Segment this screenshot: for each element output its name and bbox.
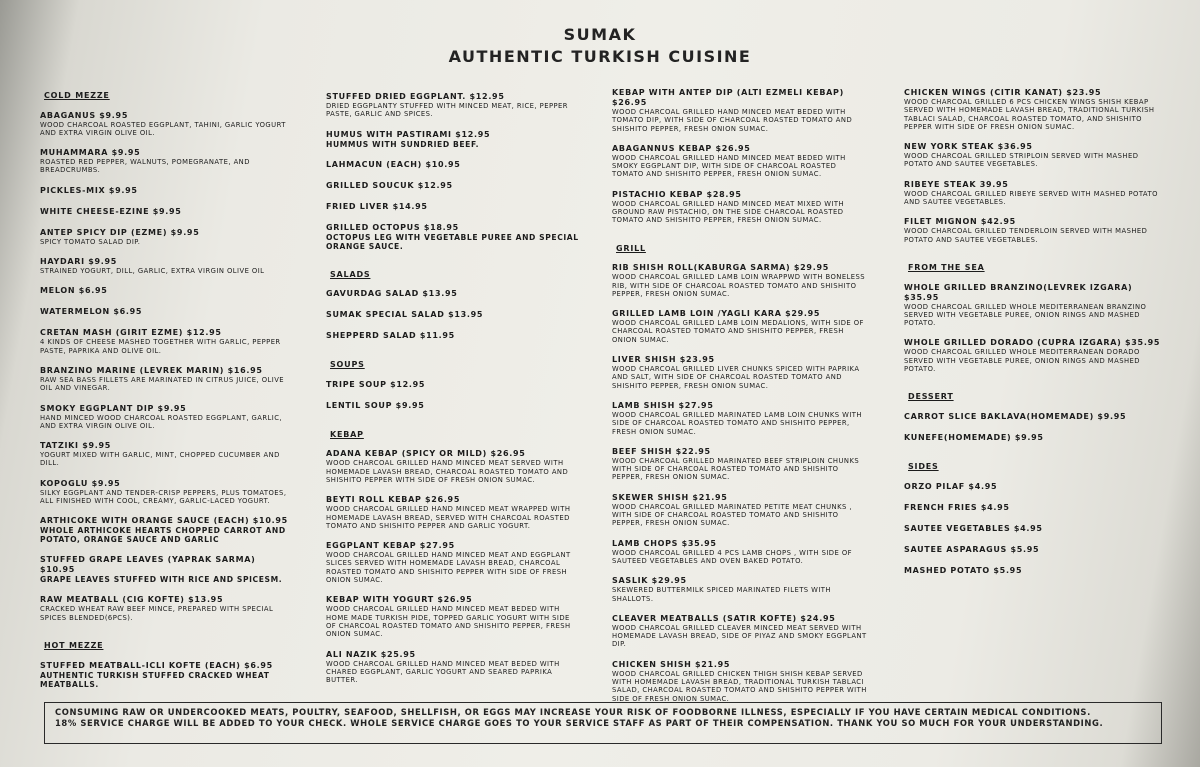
menu-item-name: ARTHICOKE WITH ORANGE SAUCE (EACH) $10.95 bbox=[40, 516, 288, 526]
menu-item bbox=[904, 142, 1164, 169]
menu-item bbox=[40, 516, 290, 544]
menu-item-description: WOOD CHARCOAL GRILLED HAND MINCED MEAT BEDED WITH TOMATO DIP, WITH SIDE OF CHARCOAL ROASTED TOMATO AND SHISHITO PEPPER, FRESH ONION SUMAC. bbox=[612, 108, 853, 133]
menu-item bbox=[904, 412, 1164, 422]
menu-item-name: CLEAVER MEATBALLS (SATIR KOFTE) $24.95 bbox=[612, 613, 836, 623]
menu-item-name: ABAGANNUS KEBAP $26.95 bbox=[612, 143, 751, 153]
menu-item-description: WOOD CHARCOAL GRILLED CHICKEN THIGH SHISH KEBAP SERVED WITH HOMEMADE LAVASH BREAD, TRADITIONAL TURKISH TABLACI SALAD, CHARCOAL ROASTED TOMATO AND SHISHITO PEPPER WITH SIDE OF FRESH ONION SUMAC. bbox=[612, 669, 867, 703]
menu-item bbox=[326, 160, 581, 170]
menu-item bbox=[40, 228, 290, 246]
menu-item-description: WOOD CHARCOAL GRILLED HAND MINCED MEAT BEDED WITH SMOKY EGGPLANT DIP, WITH SIDE OF CHARCOAL ROASTED TOMATO AND SHISHITO PEPPER, FRESH ONION SUMAC. bbox=[612, 153, 846, 179]
menu-item-name: KEBAP WITH ANTEP DIP (ALTI EZMELI KEBAP) $26.95 bbox=[612, 88, 844, 107]
menu-item bbox=[612, 88, 867, 133]
menu-item bbox=[904, 180, 1164, 207]
menu-item-description: WOOD CHARCOAL GRILLED RIBEYE SERVED WITH MASHED POTATO AND SAUTEE VEGETABLES. bbox=[904, 189, 1158, 207]
menu-section bbox=[904, 463, 1164, 576]
menu-item-description: STRAINED YOGURT, DILL, GARLIC, EXTRA VIRGIN OLIVE OIL bbox=[40, 267, 265, 276]
menu-item bbox=[612, 309, 867, 344]
menu-item-name: RIBEYE STEAK 39.95 bbox=[904, 179, 1009, 189]
menu-item-description: OCTOPUS LEG WITH VEGETABLE PUREE AND SPECIAL ORANGE SAUCE. bbox=[326, 232, 579, 251]
menu-item-name: CHICKEN SHISH $21.95 bbox=[612, 659, 731, 669]
menu-item-name: LAMB SHISH $27.95 bbox=[612, 400, 714, 410]
menu-item bbox=[40, 286, 290, 296]
menu-item-description: WOOD CHARCOAL GRILLED MARINATED PETITE MEAT CHUNKS , WITH SIDE OF CHARCOAL ROASTED TOMATO AND SHISHITO PEPPER, FRESH ONION SUMAC. bbox=[612, 502, 852, 528]
section-title: FROM THE SEA bbox=[908, 262, 985, 272]
menu-item bbox=[904, 433, 1164, 443]
menu-section bbox=[904, 264, 1164, 373]
menu-item bbox=[612, 401, 867, 436]
menu-item-name: LAMB CHOPS $35.95 bbox=[612, 538, 717, 548]
menu-item bbox=[612, 539, 867, 566]
menu-item-description: DRIED EGGPLANTY STUFFED WITH MINCED MEAT, RICE, PEPPER PASTE, GARLIC AND SPICES. bbox=[326, 102, 568, 119]
menu-item-name: SUMAK SPECIAL SALAD $13.95 bbox=[326, 310, 484, 320]
menu-item-name: SASLIK $29.95 bbox=[612, 576, 687, 586]
menu-item bbox=[904, 503, 1164, 513]
menu-item-name: PISTACHIO KEBAP $28.95 bbox=[612, 189, 742, 199]
menu-section bbox=[326, 431, 581, 685]
menu-item-name: KOPOGLU $9.95 bbox=[40, 478, 121, 488]
menu-item-name: MUHAMMARA $9.95 bbox=[40, 148, 141, 158]
menu-item bbox=[40, 595, 290, 622]
menu-item bbox=[326, 495, 581, 530]
menu-section bbox=[904, 88, 1164, 244]
menu-item-description: AUTHENTIC TURKISH STUFFED CRACKED WHEAT MEATBALLS. bbox=[40, 670, 270, 689]
menu-item-name: BEEF SHISH $22.95 bbox=[612, 446, 711, 456]
menu-section bbox=[326, 271, 581, 342]
menu-item bbox=[904, 283, 1164, 328]
menu-item bbox=[40, 111, 290, 138]
menu-item-name: MELON $6.95 bbox=[40, 286, 108, 296]
menu-item-name: GRILLED SOUCUK $12.95 bbox=[326, 180, 453, 190]
menu-item-name: SHEPPERD SALAD $11.95 bbox=[326, 331, 455, 341]
menu-item bbox=[326, 595, 581, 638]
menu-item bbox=[40, 207, 290, 217]
menu-item bbox=[612, 263, 867, 298]
menu-item bbox=[40, 404, 290, 431]
menu-item-name: WHOLE GRILLED BRANZINO(LEVREK IZGARA) $35.95 bbox=[904, 282, 1133, 302]
menu-item-name: NEW YORK STEAK $36.95 bbox=[904, 142, 1033, 152]
menu-item-name: WHOLE GRILLED DORADO (CUPRA IZGARA) $35.95 bbox=[904, 338, 1161, 348]
menu-item-name: LIVER SHISH $23.95 bbox=[612, 355, 715, 365]
menu-item-description: CRACKED WHEAT RAW BEEF MINCE, PREPARED WITH SPECIAL SPICES BLENDED(6PCS). bbox=[40, 605, 274, 622]
menu-item-name: SKEWER SHISH $21.95 bbox=[612, 492, 728, 502]
menu-item bbox=[40, 328, 290, 355]
menu-item bbox=[326, 181, 581, 191]
menu-item-description: 4 KINDS OF CHEESE MASHED TOGETHER WITH GARLIC, PEPPER PASTE, PAPRIKA AND OLIVE OIL. bbox=[40, 338, 281, 355]
menu-item-description: WOOD CHARCOAL GRILLED HAND MINCED MEAT BEDED WITH CHARED EGGPLANT, GARLIC YOGURT AND SEARED PAPRIKA BUTTER. bbox=[326, 659, 560, 685]
menu-item-description: SILKY EGGPLANT AND TENDER-CRISP PEPPERS, PLUS TOMATOES, ALL FINISHED WITH COOL, CREAMY, GARLIC-LACED YOGURT. bbox=[40, 488, 287, 506]
menu-item-description: WOOD CHARCOAL GRILLED LAMB LOIN MEDALIONS, WITH SIDE OF CHARCOAL ROASTED TOMATO AND SHISHITO PEPPER, FRESH ONION SUMAC. bbox=[612, 319, 864, 344]
menu-item-name: RIB SHISH ROLL(KABURGA SARMA) $29.95 bbox=[612, 263, 829, 273]
menu-item bbox=[612, 144, 867, 179]
menu-item bbox=[326, 289, 581, 299]
menu-item-description: HAND MINCED WOOD CHARCOAL ROASTED EGGPLANT, GARLIC, AND EXTRA VIRGIN OLIVE OIL. bbox=[40, 413, 283, 430]
menu-item-name: WATERMELON $6.95 bbox=[40, 307, 143, 317]
menu-item bbox=[904, 524, 1164, 534]
footer-line-2: 18% SERVICE CHARGE WILL BE ADDED TO YOUR CHECK. WHOLE SERVICE CHARGE GOES TO YOUR SERVICE STAFF AS PART OF THEIR COMPENSATION. THANK YOU SO MUCH FOR YOUR UNDERSTANDING. bbox=[55, 718, 1104, 728]
menu-item-name: GAVURDAG SALAD $13.95 bbox=[326, 289, 458, 299]
menu-header bbox=[0, 24, 1200, 68]
menu-item-name: RAW MEATBALL (CIG KOFTE) $13.95 bbox=[40, 595, 224, 605]
menu-item-name: CRETAN MASH (GIRIT EZME) $12.95 bbox=[40, 328, 222, 338]
footer-notice bbox=[44, 702, 1162, 744]
menu-item-description: WOOD CHARCOAL GRILLED HAND MINCED MEAT MIXED WITH GROUND RAW PISTACHIO, ON THE SIDE CHARCOAL ROASTED TOMATO AND SHISHITO PEPPER, FRESH ONION SUMAC. bbox=[612, 199, 845, 225]
menu-item-name: FRENCH FRIES $4.95 bbox=[904, 502, 1010, 512]
menu-item-name: FILET MIGNON $42.95 bbox=[904, 217, 1016, 227]
menu-item-description: GRAPE LEAVES STUFFED WITH RICE AND SPICESM. bbox=[40, 575, 283, 585]
menu-item bbox=[326, 449, 581, 484]
menu-section bbox=[40, 92, 290, 622]
menu-item bbox=[612, 190, 867, 225]
menu-item-name: STUFFED MEATBALL-ICLI KOFTE (EACH) $6.95 bbox=[40, 660, 273, 670]
menu-item-description: WOOD CHARCOAL GRILLED 4 PCS LAMB CHOPS , WITH SIDE OF SAUTEED VEGETABLES AND OVEN BAKED POTATO. bbox=[612, 548, 852, 565]
menu-section bbox=[904, 393, 1164, 443]
menu-item-description: WOOD CHARCOAL GRILLED HAND MINCED MEAT SERVED WITH HOMEMADE LAVASH BREAD, CHARCOAL ROASTED TOMATO AND SHISHITO PEPPER WITH SIDE OF FRESH ONION SUMAC. bbox=[326, 459, 569, 484]
menu-item-name: ORZO PILAF $4.95 bbox=[904, 481, 998, 491]
menu-section bbox=[326, 92, 581, 251]
menu-item bbox=[326, 331, 581, 341]
menu-item-description: WOOD CHARCOAL GRILLED TENDERLOIN SERVED WITH MASHED POTATO AND SAUTEE VEGETABLES. bbox=[904, 227, 1148, 244]
menu-item bbox=[904, 566, 1164, 576]
menu-item-description: YOGURT MIXED WITH GARLIC, MINT, CHOPPED CUCUMBER AND DILL. bbox=[40, 451, 280, 468]
menu-item-description: WOOD CHARCOAL GRILLED HAND MINCED MEAT WRAPPED WITH HOMEMADE LAVASH BREAD, SERVED WITH CHARCOAL ROASTED TOMATO AND SHISHITO PEPPER AND GARLIC YOGURT. bbox=[326, 505, 571, 530]
menu-column-2 bbox=[326, 92, 581, 695]
restaurant-subtitle: AUTHENTIC TURKISH CUISINE bbox=[448, 47, 752, 66]
menu-item-name: SAUTEE VEGETABLES $4.95 bbox=[904, 523, 1043, 533]
menu-item bbox=[40, 257, 290, 275]
menu-item bbox=[326, 401, 581, 411]
menu-item bbox=[326, 202, 581, 212]
menu-item-name: LAHMACUN (EACH) $10.95 bbox=[326, 159, 461, 169]
menu-item bbox=[40, 148, 290, 175]
menu-item bbox=[40, 307, 290, 317]
menu-item-description: RAW SEA BASS FILLETS ARE MARINATED IN CITRUS JUICE, OLIVE OIL AND VINEGAR. bbox=[40, 375, 285, 393]
menu-item-description: SPICY TOMATO SALAD DIP. bbox=[40, 237, 141, 246]
menu-item-name: CARROT SLICE BAKLAVA(HOMEMADE) $9.95 bbox=[904, 411, 1127, 421]
section-title: HOT MEZZE bbox=[44, 640, 104, 650]
section-title: SALADS bbox=[330, 269, 371, 279]
menu-item bbox=[326, 223, 581, 251]
menu-item-name: KUNEFE(HOMEMADE) $9.95 bbox=[904, 432, 1044, 442]
menu-item-name: SMOKY EGGPLANT DIP $9.95 bbox=[40, 403, 187, 413]
menu-item-description: WOOD CHARCOAL GRILLED STRIPLOIN SERVED WITH MASHED POTATO AND SAUTEE VEGETABLES. bbox=[904, 152, 1139, 169]
menu-item-description: WOOD CHARCOAL GRILLED CLEAVER MINCED MEAT SERVED WITH HOMEMADE LAVASH BREAD, SIDE OF PIYAZ AND SMOKY EGGPLANT DIP. bbox=[612, 623, 867, 649]
menu-item-name: ADANA KEBAP (SPICY OR MILD) $26.95 bbox=[326, 449, 526, 459]
menu-item-name: MASHED POTATO $5.95 bbox=[904, 565, 1023, 575]
menu-item-description: WOOD CHARCOAL GRILLED LAMB LOIN WRAPPWD WITH BONELESS RIB, WITH SIDE OF CHARCOAL ROASTED TOMATO AND SHISHITO PEPPER, FRESH ONION SUMAC. bbox=[612, 273, 866, 298]
menu-item bbox=[612, 493, 867, 528]
menu-item-name: STUFFED GRAPE LEAVES (YAPRAK SARMA) $10.95 bbox=[40, 555, 256, 575]
menu-item bbox=[326, 310, 581, 320]
menu-item-description: WOOD CHARCOAL GRILLED HAND MINCED MEAT BEDED WITH HOME MADE TURKISH PIDE, TOPPED GARLIC YOGURT WITH SIDE OF CHARCOAL ROASTED TOMATO AND SHISHITO PEPPER, FRESH ONION SUMAC. bbox=[326, 605, 571, 639]
menu-item bbox=[326, 380, 581, 390]
menu-item bbox=[612, 447, 867, 482]
menu-item bbox=[326, 130, 581, 149]
menu-item-name: STUFFED DRIED EGGPLANT. $12.95 bbox=[326, 92, 505, 101]
section-title: SOUPS bbox=[330, 360, 365, 370]
menu-item-name: WHITE CHEESE-EZINE $9.95 bbox=[40, 206, 182, 216]
menu-item bbox=[612, 660, 867, 703]
menu-item bbox=[904, 338, 1164, 373]
menu-item bbox=[612, 576, 867, 603]
menu-item bbox=[612, 355, 867, 390]
menu-section bbox=[612, 245, 867, 703]
menu-item-description: WOOD CHARCOAL GRILLED MARINATED LAMB LOIN CHUNKS WITH SIDE OF CHARCOAL ROASTED TOMATO AND SHISHITO PEPPER, FRESH ONION SUMAC. bbox=[612, 410, 862, 436]
menu-item-name: EGGPLANT KEBAP $27.95 bbox=[326, 541, 455, 551]
section-title: GRILL bbox=[616, 243, 646, 253]
menu-item-description: WOOD CHARCOAL GRILLED WHOLE MEDITERRANEAN DORADO SERVED WITH VEGETABLE PUREE, ONION RINGS AND MASHED POTATO. bbox=[904, 348, 1140, 374]
menu-item-name: LENTIL SOUP $9.95 bbox=[326, 400, 425, 410]
menu-item-name: PICKLES-MIX $9.95 bbox=[40, 185, 138, 195]
section-title: DESSERT bbox=[908, 392, 954, 402]
menu-section bbox=[40, 642, 290, 689]
menu-item-name: CHICKEN WINGS (CITIR KANAT) $23.95 bbox=[904, 88, 1102, 97]
menu-column-3 bbox=[612, 88, 867, 714]
menu-item bbox=[40, 366, 290, 393]
menu-item-name: ALI NAZIK $25.95 bbox=[326, 649, 416, 659]
menu-item-name: TATZIKI $9.95 bbox=[40, 441, 112, 451]
section-title: SIDES bbox=[908, 461, 939, 471]
menu-item-description: HUMMUS WITH SUNDRIED BEEF. bbox=[326, 139, 480, 149]
menu-column-1 bbox=[40, 92, 290, 700]
menu-item-description: ROASTED RED PEPPER, WALNUTS, POMEGRANATE, AND BREADCRUMBS. bbox=[40, 158, 250, 175]
menu-item bbox=[40, 186, 290, 196]
menu-item-name: TRIPE SOUP $12.95 bbox=[326, 379, 426, 389]
menu-item-name: BEYTI ROLL KEBAP $26.95 bbox=[326, 495, 461, 505]
menu-item bbox=[326, 92, 581, 119]
menu-item bbox=[904, 482, 1164, 492]
section-title: KEBAP bbox=[330, 429, 364, 439]
menu-item-name: ABAGANUS $9.95 bbox=[40, 110, 129, 120]
menu-item-description: WOOD CHARCOAL GRILLED HAND MINCED MEAT AND EGGPLANT SLICES SERVED WITH HOMEMADE LAVASH BREAD, CHARCOAL ROASTED TOMATO AND SHISHITO PEPPER WITH SIDE OF FRESH ONION SUMAC. bbox=[326, 551, 571, 585]
menu-item-description: WOOD CHARCOAL ROASTED EGGPLANT, TAHINI, GARLIC YOGURT AND EXTRA VIRGIN OLIVE OIL. bbox=[40, 120, 286, 137]
menu-item bbox=[40, 661, 290, 689]
menu-item bbox=[40, 441, 290, 468]
menu-item-name: GRILLED OCTOPUS $18.95 bbox=[326, 222, 459, 232]
menu-item-name: SAUTEE ASPARAGUS $5.95 bbox=[904, 544, 1040, 554]
menu-item-description: WOOD CHARCOAL GRILLED LIVER CHUNKS SPICED WITH PAPRIKA AND SALT, WITH SIDE OF CHARCOAL ROASTED TOMATO AND SHISHITO PEPPER, FRESH ONION SUMAC. bbox=[612, 365, 860, 390]
menu-item-description: WOOD CHARCOAL GRILLED 6 PCS CHICKEN WINGS SHISH KEBAP SERVED WITH HOMEMADE LAVASH BREAD, TRADITIONAL TURKISH TABLACI SALAD, CHARCOAL ROASTED TOMATO, AND SHISHITO PEPPER WITH SIDE OF FRESH ONION SUMAC. bbox=[904, 98, 1155, 131]
footer-line-1: CONSUMING RAW OR UNDERCOOKED MEATS, POULTRY, SEAFOOD, SHELLFISH, OR EGGS MAY INCREASE YOUR RISK OF FOODBORNE ILLNESS, ESPECIALLY IF YOU HAVE CERTAIN MEDICAL CONDITIONS. bbox=[55, 707, 1091, 717]
menu-item-name: KEBAP WITH YOGURT $26.95 bbox=[326, 595, 473, 605]
menu-section bbox=[612, 88, 867, 225]
menu-item-name: ANTEP SPICY DIP (EZME) $9.95 bbox=[40, 227, 200, 237]
menu-column-4 bbox=[904, 88, 1164, 587]
menu-section bbox=[326, 361, 581, 411]
menu-item-name: FRIED LIVER $14.95 bbox=[326, 201, 428, 211]
menu-item bbox=[904, 88, 1164, 131]
menu-item-description: WHOLE ARTHICOKE HEARTS CHOPPED CARROT AND POTATO, ORANGE SAUCE AND GARLIC bbox=[40, 526, 286, 545]
menu-item-name: GRILLED LAMB LOIN /YAGLI KARA $29.95 bbox=[612, 309, 821, 319]
menu-item-description: WOOD CHARCOAL GRILLED WHOLE MEDITERRANEAN BRANZINO SERVED WITH VEGETABLE PUREE, ONION RINGS AND MASHED POTATO. bbox=[904, 302, 1147, 328]
menu-item-name: HAYDARI $9.95 bbox=[40, 257, 118, 267]
menu-item bbox=[326, 650, 581, 685]
menu-item bbox=[40, 479, 290, 506]
menu-item-description: SKEWERED BUTTERMILK SPICED MARINATED FILETS WITH SHALLOTS. bbox=[612, 586, 831, 603]
menu-item bbox=[904, 545, 1164, 555]
menu-item-description: WOOD CHARCOAL GRILLED MARINATED BEEF STRIPLOIN CHUNKS WITH SIDE OF CHARCOAL ROASTED TOMATO AND SHISHITO PEPPER, FRESH ONION SUMAC. bbox=[612, 456, 860, 482]
menu-item bbox=[326, 541, 581, 584]
restaurant-name: SUMAK bbox=[563, 25, 637, 44]
menu-item-name: HUMUS WITH PASTIRAMI $12.95 bbox=[326, 129, 491, 139]
menu-item-name: BRANZINO MARINE (LEVREK MARIN) $16.95 bbox=[40, 365, 263, 375]
section-title: COLD MEZZE bbox=[44, 91, 110, 100]
menu-item bbox=[904, 217, 1164, 244]
menu-item bbox=[612, 614, 867, 649]
menu-item bbox=[40, 555, 290, 584]
